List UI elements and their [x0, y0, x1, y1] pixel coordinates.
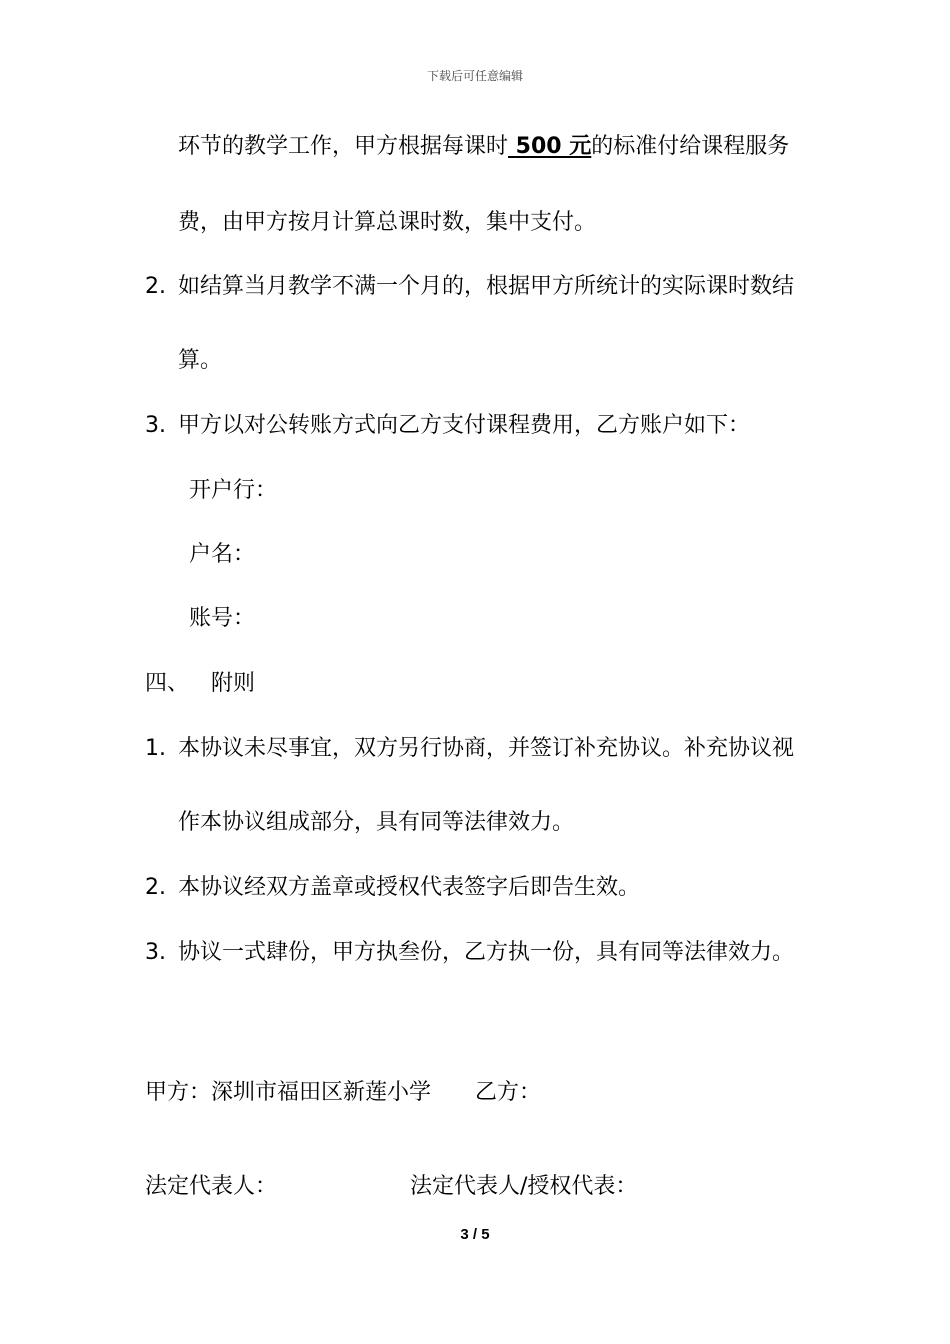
item-number: 3.: [145, 940, 166, 965]
item-text: 甲方以对公转账方式向乙方支付课程费用，乙方账户如下：: [178, 413, 751, 438]
section-heading: [145, 669, 255, 699]
account-name: 户名：: [189, 542, 256, 567]
item-number: 3.: [145, 413, 166, 438]
payment-text-before: 环节的教学工作，甲方根据每课时: [178, 134, 509, 159]
section-number: 四、: [145, 671, 190, 696]
list-item-continuation: 作本协议组成部分，具有同等法律效力。: [178, 810, 575, 835]
list-item: [145, 411, 750, 441]
signature-rep-b: 法定代表人/授权代表：: [410, 1174, 638, 1199]
section-title: 附则: [211, 671, 256, 696]
payment-line-2: 费，由甲方按月计算总课时数，集中支付。: [178, 210, 597, 235]
list-item: [145, 272, 794, 302]
signature-party-b: 乙方：: [475, 1080, 542, 1105]
item-text: 协议一式肆份，甲方执叁份，乙方执一份，具有同等法律效力。: [178, 940, 795, 965]
payment-line-1: [178, 132, 789, 162]
list-item-continuation: 算。: [178, 348, 223, 373]
item-number: 1.: [145, 736, 166, 761]
signature-party-a: 甲方：深圳市福田区新莲小学: [145, 1080, 432, 1105]
list-item: [145, 873, 640, 903]
page-header: 下载后可任意编辑: [426, 69, 523, 83]
page-number: 3 / 5: [460, 1226, 490, 1243]
item-text: 本协议经双方盖章或授权代表签字后即告生效。: [178, 875, 641, 900]
item-text: 如结算当月教学不满一个月的，根据甲方所统计的实际课时数结: [178, 274, 795, 299]
item-text: 本协议未尽事宜，双方另行协商，并签订补充协议。补充协议视: [178, 736, 795, 761]
payment-amount: 500 元: [508, 134, 592, 159]
list-item: [145, 734, 794, 764]
item-number: 2.: [145, 875, 166, 900]
list-item: [145, 938, 794, 968]
signature-rep-a: 法定代表人：: [145, 1174, 278, 1199]
account-bank: 开户行：: [189, 478, 278, 503]
payment-text-after: 的标准付给课程服务: [591, 134, 790, 159]
account-number: 账号：: [189, 606, 256, 631]
item-number: 2.: [145, 274, 166, 299]
